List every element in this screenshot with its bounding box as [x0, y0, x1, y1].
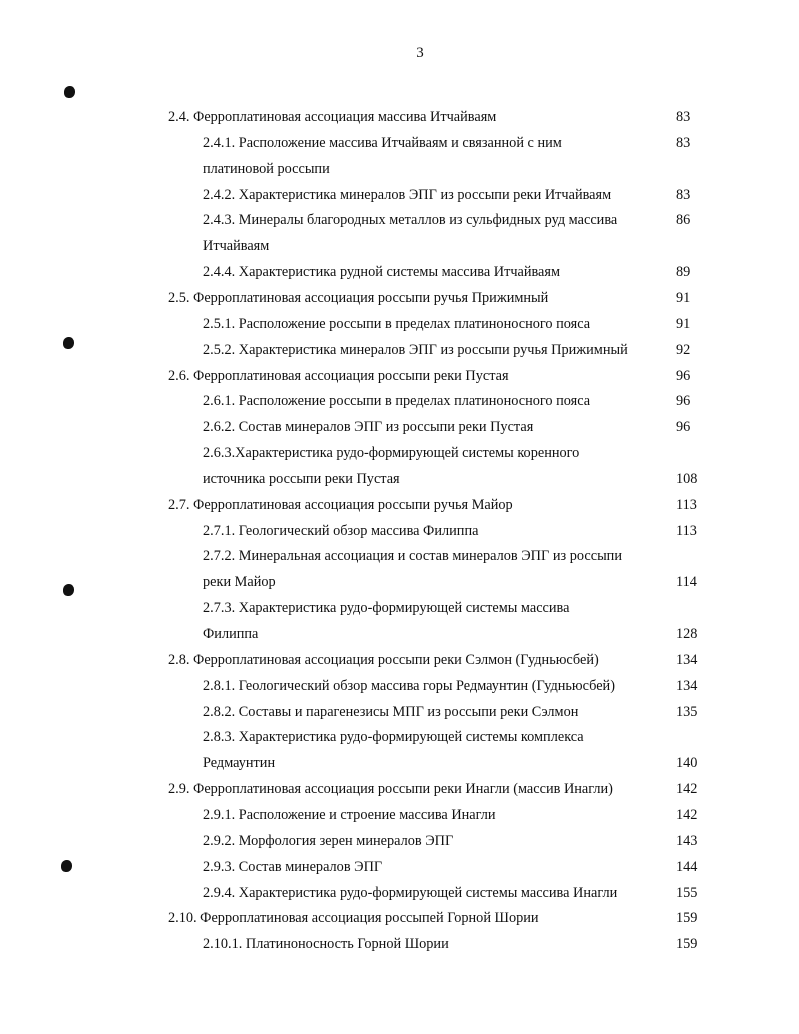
toc-entry-title: Итчайваям — [203, 238, 270, 255]
toc-subsection-entry — [0, 931, 799, 957]
toc-section-entry — [0, 492, 799, 518]
toc-entry-title: 2.5.1. Расположение россыпи в пределах платиноносного пояса — [203, 315, 591, 332]
toc-subsection-entry — [0, 440, 799, 466]
toc-entry-title: 2.4. Ферроплатиновая ассоциация массива Итчайваям — [168, 109, 497, 125]
toc-entry-title: 2.9.2. Морфология зерен минералов ЭПГ — [203, 832, 454, 849]
toc-entry-page: 108 — [676, 470, 698, 487]
toc-subsection-entry — [0, 156, 799, 182]
toc-entry-title: реки Майор — [203, 574, 276, 591]
toc-subsection-entry — [0, 233, 799, 259]
toc-entry-title: 2.8. Ферроплатиновая ассоциация россыпи реки Сэлмон (Гудньюсбей) — [168, 651, 599, 668]
toc-subsection-entry — [0, 569, 799, 595]
toc-section-entry — [0, 363, 799, 389]
toc-entry-page: 159 — [676, 910, 698, 927]
toc-entry-title: 2.6. Ферроплатиновая ассоциация россыпи реки Пустая — [168, 367, 509, 384]
toc-entry-title: 2.9. Ферроплатиновая ассоциация россыпи реки Инагли (массив Инагли) — [168, 781, 613, 798]
toc-entry-title: 2.7.2. Минеральная ассоциация и состав минералов ЭПГ из россыпи — [203, 548, 622, 565]
toc-subsection-entry — [0, 724, 799, 750]
toc-entry-title: 2.4.2. Характеристика минералов ЭПГ из россыпи реки Итчайваям — [203, 186, 612, 203]
toc-section-entry — [0, 776, 799, 802]
toc-entry-page: 135 — [676, 703, 698, 720]
toc-entry-title: 2.5. Ферроплатиновая ассоциация россыпи ручья Прижимный — [168, 289, 549, 306]
toc-entry-title: 2.6.3.Характеристика рудо-формирующей системы коренного — [203, 445, 580, 462]
toc-subsection-entry — [0, 802, 799, 828]
toc-subsection-entry — [0, 854, 799, 880]
toc-section-entry — [0, 104, 799, 130]
toc-entry-title: платиновой россыпи — [203, 160, 330, 177]
toc-entry-title: источника россыпи реки Пустая — [203, 470, 400, 487]
toc-entry-title: 2.7. Ферроплатиновая ассоциация россыпи ручья Майор — [168, 496, 513, 513]
toc-entry-page: 142 — [676, 781, 698, 798]
toc-subsection-entry — [0, 880, 799, 906]
toc-entry-title: 2.9.1. Расположение и строение массива Инагли — [203, 806, 496, 823]
toc-entry-page: 86 — [676, 212, 691, 229]
punch-hole-mark — [64, 86, 75, 98]
toc-subsection-entry — [0, 543, 799, 569]
toc-entry-page: 134 — [676, 677, 698, 694]
toc-subsection-entry — [0, 828, 799, 854]
toc-entry-page: 114 — [676, 574, 697, 591]
toc-subsection-entry — [0, 621, 799, 647]
toc-section-entry — [0, 905, 799, 931]
toc-subsection-entry — [0, 595, 799, 621]
toc-entry-page: 155 — [676, 884, 698, 901]
toc-entry-title: 2.9.4. Характеристика рудо-формирующей системы массива Инагли — [203, 884, 618, 901]
toc-subsection-entry — [0, 388, 799, 414]
toc-entry-title: 2.6.2. Состав минералов ЭПГ из россыпи реки Пустая — [203, 419, 534, 436]
toc-entry-title: 2.8.3. Характеристика рудо-формирующей системы комплекса — [203, 729, 584, 746]
toc-entry-title: 2.7.1. Геологический обзор массива Филиппа — [203, 522, 479, 539]
toc-entry-page: 96 — [676, 393, 691, 410]
toc-subsection-entry — [0, 750, 799, 776]
toc-entry-page: 92 — [676, 341, 691, 358]
toc-subsection-entry — [0, 182, 799, 208]
toc-section-entry — [0, 285, 799, 311]
toc-entry-title: 2.9.3. Состав минералов ЭПГ — [203, 858, 383, 875]
toc-entry-page: 83 — [676, 186, 691, 203]
toc-entry-page: 96 — [676, 367, 691, 384]
toc-entry-page: 83 — [676, 109, 691, 125]
toc-subsection-entry — [0, 259, 799, 285]
toc-entry-page: 91 — [676, 289, 691, 306]
toc-entry-page: 96 — [676, 419, 691, 436]
toc-entry-page: 134 — [676, 651, 698, 668]
toc-entry-title: 2.8.1. Геологический обзор массива горы Редмаунтин (Гудньюсбей) — [203, 677, 615, 694]
page-number: 3 — [416, 45, 424, 61]
toc-entry-title: Филиппа — [203, 626, 259, 642]
toc-entry-title: 2.5.2. Характеристика минералов ЭПГ из россыпи ручья Прижимный — [203, 341, 628, 358]
toc-subsection-entry — [0, 207, 799, 233]
toc-entry-page: 142 — [676, 806, 698, 823]
toc-entry-title: 2.4.1. Расположение массива Итчайваям и связанной с ним — [203, 134, 562, 151]
toc-entry-page: 89 — [676, 264, 691, 281]
toc-subsection-entry — [0, 518, 799, 544]
toc-entry-page: 113 — [676, 496, 697, 513]
toc-subsection-entry — [0, 673, 799, 699]
toc-subsection-entry — [0, 337, 799, 363]
toc-entry-page: 140 — [676, 755, 698, 772]
toc-entry-title: Редмаунтин — [203, 755, 276, 772]
toc-entry-page: 144 — [676, 858, 698, 875]
toc-entry-page: 83 — [676, 134, 691, 151]
toc-entry-title: 2.4.4. Характеристика рудной системы массива Итчайваям — [203, 264, 561, 281]
toc-subsection-entry — [0, 414, 799, 440]
toc-section-entry — [0, 647, 799, 673]
toc-entry-page: 91 — [676, 315, 691, 332]
toc-entry-title: 2.8.2. Составы и парагенезисы МПГ из россыпи реки Сэлмон — [203, 703, 579, 720]
toc-entry-page: 128 — [676, 626, 698, 642]
toc-subsection-entry — [0, 466, 799, 492]
toc-entry-title: 2.10. Ферроплатиновая ассоциация россыпей Горной Шории — [168, 910, 539, 927]
toc-entry-page: 143 — [676, 832, 698, 849]
toc-entry-title: 2.6.1. Расположение россыпи в пределах платиноносного пояса — [203, 393, 591, 410]
toc-subsection-entry — [0, 130, 799, 156]
toc-entry-page: 113 — [676, 522, 697, 539]
toc-entry-page: 159 — [676, 936, 698, 953]
toc-subsection-entry — [0, 699, 799, 725]
toc-subsection-entry — [0, 311, 799, 337]
toc-entry-title: 2.7.3. Характеристика рудо-формирующей системы массива — [203, 600, 570, 617]
toc-entry-title: 2.4.3. Минералы благородных металлов из сульфидных руд массива — [203, 212, 618, 229]
toc-entry-title: 2.10.1. Платиноносность Горной Шории — [203, 936, 449, 953]
